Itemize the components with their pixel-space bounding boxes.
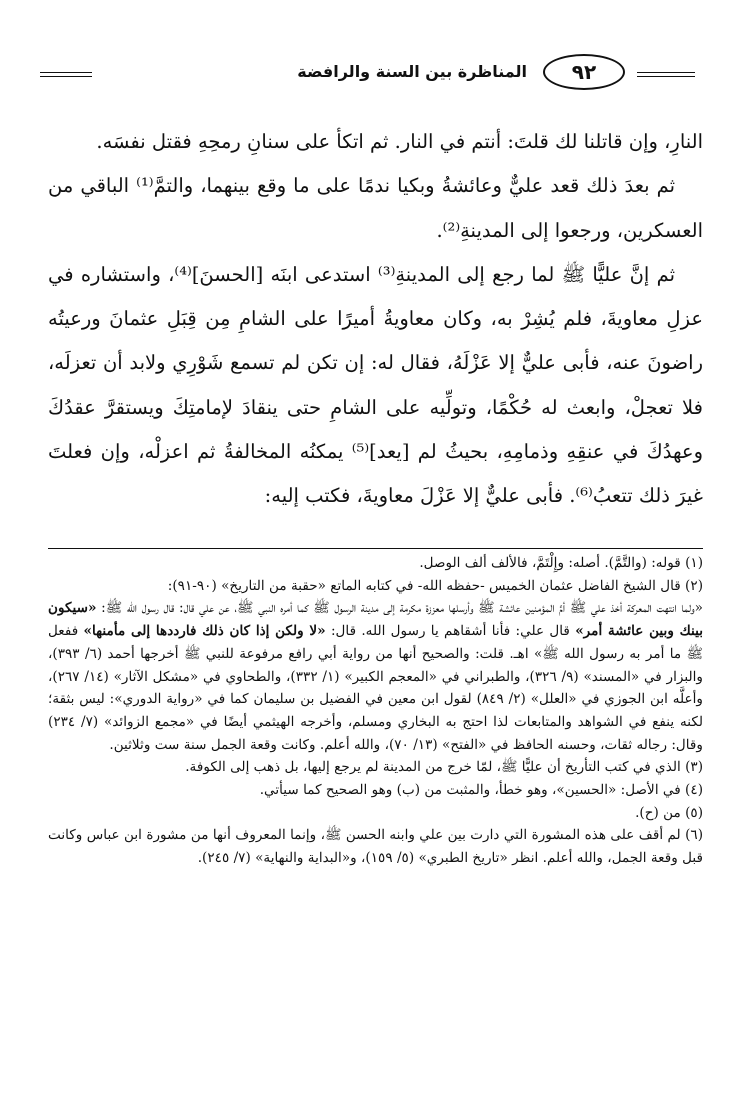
running-title: المناظرة بين السنة والرافضة xyxy=(297,62,527,81)
main-text xyxy=(48,120,703,519)
footnote-1: (١) قوله: (والتَّمَّ). أصله: وإِلْتَمَّ، فالألف ألف الوصل. xyxy=(419,555,703,571)
footnote-2-intro: (٢) قال الشيخ الفاضل عثمان الخميس -حفظه الله- في كتابه الماتع «حقبة من التاريخ» (٩٠-٩١): xyxy=(167,577,703,594)
page-header xyxy=(40,60,695,96)
footnote-6: (٦) لم أقف على هذه المشورة التي دارت بين علي وابنه الحسن ﷺ، وإنما المعروف أنها من مشورة ابن عباس وكانت قبل وقعة الجمل، والله أعلم. انظر «تاريخ الطبري» (٥/ ١٥٩)، و«البداية والنهاية» (٧/ ٢٤٥). xyxy=(48,827,703,867)
header-rule-right xyxy=(637,72,695,77)
footnote-3: (٣) الذي في كتب التأريخ أن عليًّا ﷺ، لمّا خرج من المدينة لم يرجع إليها، بل ذهب إلى الكوفة. xyxy=(185,759,703,776)
footnote-2-part-c: قال علي: فأنا أشقاهم يا رسول الله. قال: xyxy=(330,623,570,640)
hadith-quote-1: «سيكون بينك وبين عائشة أمر» xyxy=(48,600,704,640)
page-number: ٩٢ xyxy=(543,54,625,90)
footnote-2-part-d: ففعل ﷺ ما أمر به رسول الله ﷺ» اهـ. قلت: والصحيح أنها من رواية أبي رافع مرفوعة للنبي ﷺ أخرجها أحمد (٦/ ٣٩٣)، والبزار في «المسند» (٩/ ٣٢٦)، والطبراني في «المعجم الكبير» (١/ ٣٣٢)، والطحاوي في «مشكل الآثار» (١٤/ ٢٦٧)، وأعلَّه ابن الجوزي في «العلل» (٢/ ٨٤٩) لقول ابن معين في الفضيل بن سليمان كما في «رواية الدوري»: ليس بثقة؛ لكنه ينفع في الشواهد والمتابعات لذا احتج به البخاري ومسلم، وأخرجه الهيثمي أيضًا في «مجمع الزوائد» (٧/ ٢٣٤) وقال: رجاله ثقات، وحسنه الحافظ في «الفتح» (١٣/ ٧٠)، والله أعلم. وكانت وقعة الجمل سنة ست وثلاثين. xyxy=(48,623,703,753)
paragraph-2: ثم بعدَ ذلك قعد عليٌّ وعائشةُ وبكيا ندمًا على ما وقع بينهما، والتمَّ⁽¹⁾ الباقي من العسكرين، ورجعوا إلى المدينةِ⁽²⁾. xyxy=(48,174,703,242)
paragraph-3: ثم إنَّ عليًّا ﷺ لما رجع إلى المدينةِ⁽³⁾ استدعى ابنَه [الحسنَ]⁽⁴⁾، واستشاره في عزلِ معاويةَ، فلم يُشِرْ به، وكان معاويةُ أميرًا على الشامِ مِن قِبَلِ عثمانَ ورعيتُه راضونَ عنه، فأبى عليٌّ إلا عَزْلَهُ، فقال له: إن تكن لم تسمع شَوْرِي ولابد أن تعزلَه، فلا تعجلْ، وابعث له حُكْمًا، وتولِّيه على الشامِ حتى ينقادَ لإمامتِكَ ويستقرَّ عقدُكَ وعهدُكَ في عنقِهِ وذمامِهِ، بحيثُ لم [يعد]⁽⁵⁾ يمكنُه المخالفةُ ثم اعزلْه، وإن فعلتَ غيرَ ذلك تتعبُ⁽⁶⁾. فأبى عليٌّ إلا عَزْلَ معاويةَ، فكتب إليه: xyxy=(48,262,703,508)
header-rule-left xyxy=(40,72,92,77)
footnote-2-quote xyxy=(48,597,703,756)
paragraph-1: النارِ، وإن قاتلنا لك قلتَ: أنتم في النار. ثم اتكأ على سنانِ رمحِهِ فقتل نفسَه. xyxy=(96,130,703,153)
footnote-2-part-b: «ولما انتهت المعركة أخذ علي ﷺ أمَّ المؤمنين عائشة ﷺ وأرسلها معززة مكرمة إلى مدينة الرسول ﷺ كما أمره النبي ﷺ، عن علي قال: قال رسول الله ﷺ: xyxy=(101,600,703,617)
footnote-separator xyxy=(48,548,703,549)
footnote-2 xyxy=(48,575,703,598)
hadith-quote-2: «لا ولكن إذا كان ذلك فارددها إلى مأمنها» xyxy=(83,623,326,640)
footnote-5: (٥) من (ح). xyxy=(635,804,703,821)
footnotes xyxy=(48,552,703,870)
footnote-4: (٤) في الأصل: «الحسين»، وهو خطأ، والمثبت من (ب) وهو الصحيح كما سيأتي. xyxy=(259,782,703,799)
